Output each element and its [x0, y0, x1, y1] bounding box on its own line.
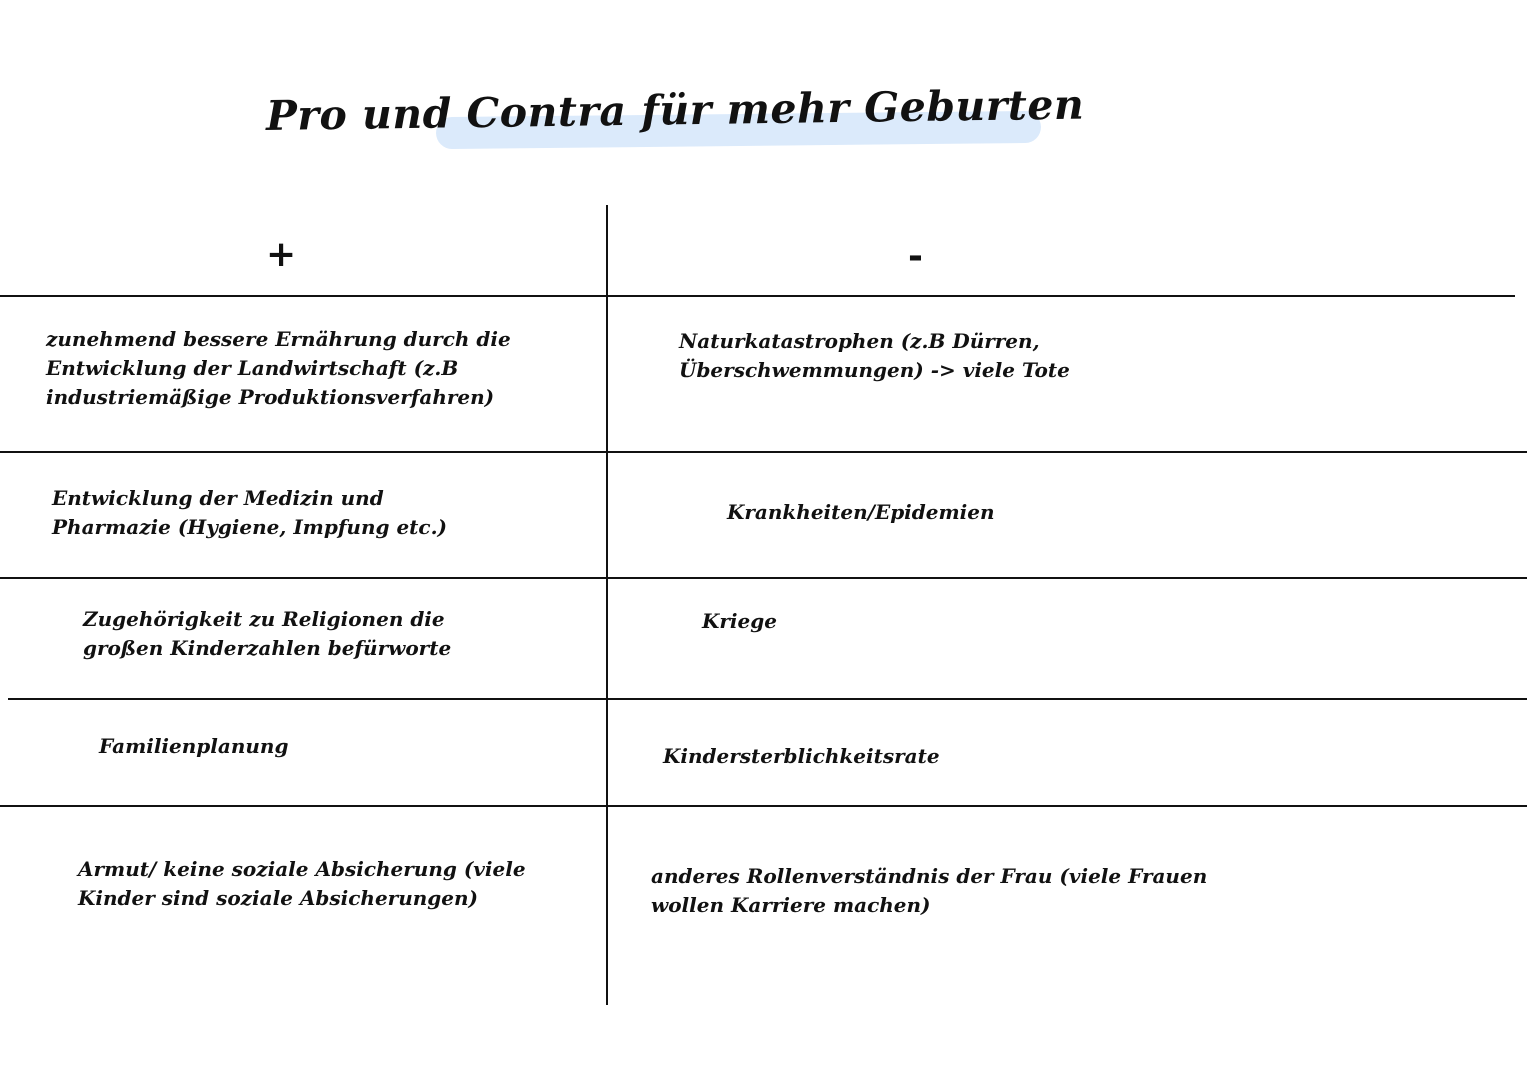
row-divider-4 — [0, 805, 1527, 807]
pro-item — [83, 605, 451, 663]
cell-line: Überschwemmungen) -> viele Tote — [679, 358, 1070, 382]
cell-line: industriemäßige Produktionsverfahren) — [46, 385, 495, 409]
cell-line: Kinder sind soziale Absicherungen) — [78, 886, 479, 910]
pro-header-plus: + — [266, 234, 297, 275]
cell-line: Kriege — [702, 609, 777, 633]
cell-line: anderes Rollenverständnis der Frau (viele Frauen — [651, 864, 1208, 888]
column-divider — [606, 205, 608, 1005]
contra-item — [702, 607, 777, 636]
cell-line: Kindersterblichkeitsrate — [663, 744, 940, 768]
contra-item — [727, 498, 995, 527]
cell-line: Familienplanung — [99, 734, 289, 758]
row-divider-1 — [0, 451, 1527, 453]
cell-line: Entwicklung der Medizin und — [52, 486, 384, 510]
title-block — [265, 80, 1085, 162]
cell-line: Naturkatastrophen (z.B Dürren, — [679, 329, 1040, 353]
pro-item — [78, 855, 526, 913]
row-divider-2 — [0, 577, 1527, 579]
cell-line: wollen Karriere machen) — [651, 893, 931, 917]
cell-line: Entwicklung der Landwirtschaft (z.B — [46, 356, 459, 380]
cell-line: Pharmazie (Hygiene, Impfung etc.) — [52, 515, 448, 539]
pro-item — [99, 732, 288, 761]
cell-line: Zugehörigkeit zu Religionen die — [83, 607, 445, 631]
contra-item — [663, 742, 940, 771]
cell-line: Armut/ keine soziale Absicherung (viele — [78, 857, 526, 881]
page-title: Pro und Contra für mehr Geburten — [265, 80, 1085, 140]
cell-line: Krankheiten/Epidemien — [727, 500, 995, 524]
cell-line: zunehmend bessere Ernährung durch die — [46, 327, 511, 351]
pro-item — [52, 484, 447, 542]
contra-item — [679, 327, 1070, 385]
row-divider-3 — [8, 698, 1527, 700]
contra-header-minus: - — [908, 236, 923, 277]
contra-item — [651, 862, 1207, 920]
pro-item — [46, 325, 511, 412]
cell-line: großen Kinderzahlen befürworte — [83, 636, 452, 660]
row-divider-header — [0, 295, 1515, 297]
